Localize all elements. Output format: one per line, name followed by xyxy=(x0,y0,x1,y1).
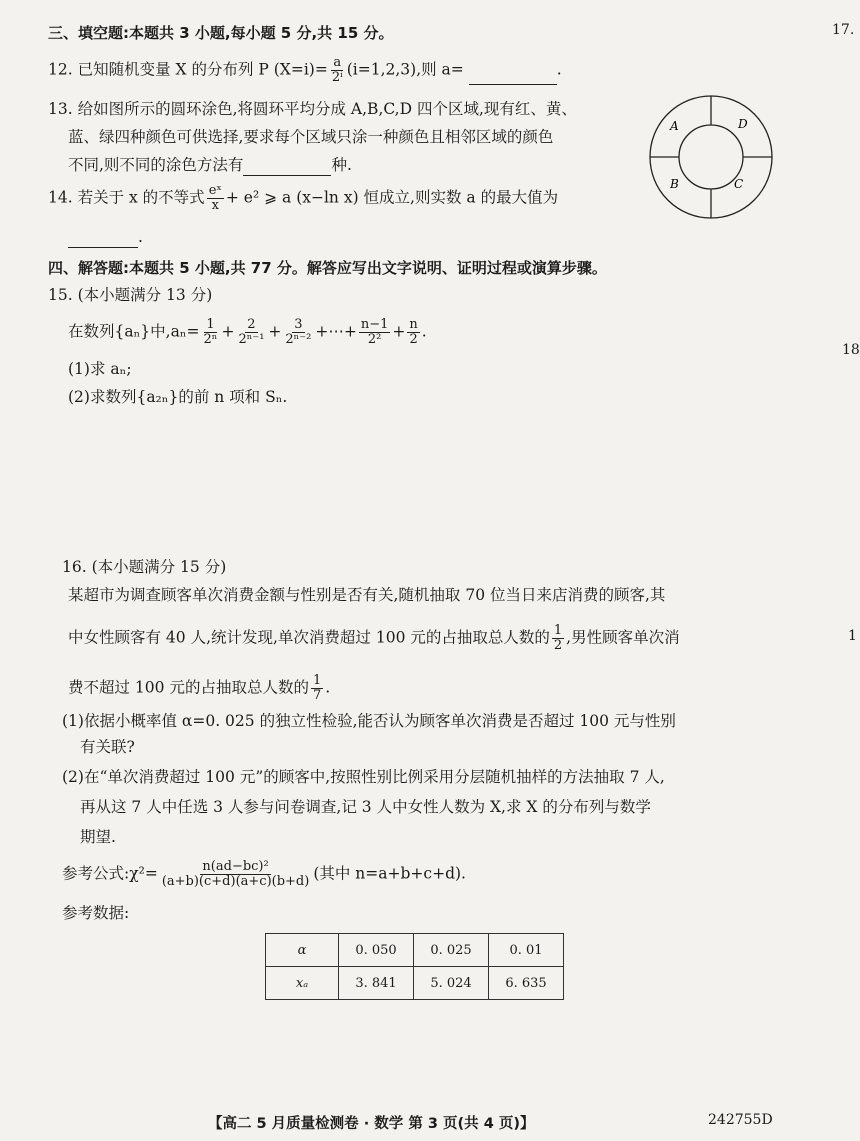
q16-ref-label: 参考数据: xyxy=(62,904,130,922)
q15-term-2 xyxy=(236,318,266,347)
q15-term-4 xyxy=(359,318,391,347)
q13-line3-end: 种. xyxy=(331,156,352,174)
q16-frac2-num: 1 xyxy=(312,673,322,688)
q12-fraction xyxy=(330,56,345,85)
q16-line3-text: 费不超过 100 元的占抽取总人数的 xyxy=(68,678,309,697)
q15-stem: 在数列{aₙ}中,aₙ= $\frac{1}{\text{2ⁿ}}$ + $\frac{2}{\text{2ⁿ⁻¹}}$ + $\frac{3}{\text{2ⁿ⁻²}}$ +⋯+ $\frac{n-1}{\text{2²}}$ + $\frac{n}{2}$ . xyxy=(68,317,427,347)
question-12 xyxy=(48,56,562,85)
q15-term-5-num: n xyxy=(409,317,418,332)
q14-after: + e² ⩾ a (x−ln x) 恒成立,则实数 a 的最大值为 xyxy=(225,188,559,207)
table-row xyxy=(266,934,564,967)
q15-term-1-num: 1 xyxy=(206,317,215,332)
q12-end: . xyxy=(556,60,562,79)
q16-formula xyxy=(62,860,466,889)
q16-frac1-den: 2 xyxy=(553,638,563,653)
q16-line3-end: . xyxy=(325,678,331,697)
q14-answer-line xyxy=(68,226,143,248)
q15-term-3-num: 3 xyxy=(294,317,303,332)
ring-diagram xyxy=(646,92,776,222)
table-cell: 0. 01 xyxy=(489,934,564,967)
q12-frac-den: 2ⁱ xyxy=(331,70,343,85)
section3-heading: 三、填空题:本题共 3 小题,每小题 5 分,共 15 分。 xyxy=(48,24,394,42)
q16-line2 xyxy=(68,624,680,653)
q16-part2-b: 再从这 7 人中任选 3 人参与问卷调查,记 3 人中女性人数为 X,求 X 的分布列与数学 xyxy=(80,798,651,816)
q16-part2-a: (2)在“单次消费超过 100 元”的顾客中,按照性别比例采用分层随机抽样的方法抽取 7 人, xyxy=(62,768,665,786)
side-number-18: 18 xyxy=(842,342,860,358)
table-cell: xₐ xyxy=(266,967,339,1000)
q14-frac-den: x xyxy=(211,198,219,213)
table-cell: 0. 050 xyxy=(339,934,414,967)
q16-fraction-half xyxy=(552,624,564,653)
table-cell: 0. 025 xyxy=(414,934,489,967)
q12-frac-num: a xyxy=(333,55,342,70)
table-cell: 3. 841 xyxy=(339,967,414,1000)
q16-title: 16. (本小题满分 15 分) xyxy=(62,558,227,576)
q15-term-2-den: 2ⁿ⁻¹ xyxy=(238,332,265,347)
q15-term-3 xyxy=(283,318,313,347)
q13-line3 xyxy=(68,154,352,176)
q16-formula-lead: 参考公式:χ²= xyxy=(62,864,158,883)
q16-formula-fraction xyxy=(160,860,312,889)
table-cell: 5. 024 xyxy=(414,967,489,1000)
q12-answer-blank[interactable] xyxy=(469,84,557,85)
ring-label-c: C xyxy=(734,177,744,191)
q12-formula-left: P (X=i)= xyxy=(258,60,328,79)
q12-after: (i=1,2,3),则 a= xyxy=(346,60,464,79)
q14-fraction xyxy=(207,184,224,213)
q13-line3-text: 不同,则不同的涂色方法有 xyxy=(68,156,244,174)
q16-part1-b: 有关联? xyxy=(80,738,135,756)
table-row xyxy=(266,967,564,1000)
q16-formula-num: n(ad−bc)² xyxy=(202,859,269,874)
q14-end: . xyxy=(138,228,143,246)
table-cell: 6. 635 xyxy=(489,967,564,1000)
q16-line1: 某超市为调查顾客单次消费金额与性别是否有关,随机抽取 70 位当日来店消费的顾客,其 xyxy=(68,586,666,604)
q12-lead: 12. 已知随机变量 X 的分布列 xyxy=(48,60,254,79)
q16-line2-end: ,男性顾客单次消 xyxy=(566,628,680,647)
table-cell: α xyxy=(266,934,339,967)
q15-term-3-den: 2ⁿ⁻² xyxy=(285,332,312,347)
q15-term-1 xyxy=(202,318,220,347)
q13-line2: 蓝、绿四种颜色可供选择,要求每个区域只涂一种颜色且相邻区域的颜色 xyxy=(68,128,554,146)
q16-fraction-seventh xyxy=(311,674,323,703)
q16-formula-tail: (其中 n=a+b+c+d). xyxy=(313,864,466,883)
q16-part2-c: 期望. xyxy=(80,828,116,846)
q14-frac-num: eˣ xyxy=(208,183,222,198)
ring-label-a: A xyxy=(670,119,679,133)
q16-part1-a: (1)依据小概率值 α=0. 025 的独立性检验,能否认为顾客单次消费是否超过 100 元与性别 xyxy=(62,712,676,730)
ring-label-d: D xyxy=(738,117,748,131)
q15-term-2-num: 2 xyxy=(247,317,256,332)
q16-frac2-den: 7 xyxy=(312,688,322,703)
reference-table xyxy=(265,933,564,1000)
section4-heading: 四、解答题:本题共 5 小题,共 77 分。解答应写出文字说明、证明过程或演算步骤。 xyxy=(48,259,607,277)
q16-line2-text: 中女性顾客有 40 人,统计发现,单次消费超过 100 元的占抽取总人数的 xyxy=(68,628,550,647)
q15-term-5-den: 2 xyxy=(409,332,418,347)
q15-term-1-den: 2ⁿ xyxy=(203,332,218,347)
question-14 xyxy=(48,184,558,213)
q15-stem-lead: 在数列{aₙ}中,aₙ= xyxy=(68,322,200,341)
q15-dots: +⋯+ xyxy=(315,322,357,341)
q16-formula-den: (a+b)(c+d)(a+c)(b+d) xyxy=(161,874,310,889)
ring-label-b: B xyxy=(670,177,679,191)
q16-frac1-num: 1 xyxy=(553,623,563,638)
q14-answer-blank[interactable] xyxy=(68,247,138,248)
q16-line3 xyxy=(68,674,330,703)
q13-answer-blank[interactable] xyxy=(243,175,331,176)
q15-term-4-den: 2² xyxy=(367,332,382,347)
q15-part1: (1)求 aₙ; xyxy=(68,360,132,378)
footer-code: 242755D xyxy=(708,1112,773,1128)
footer-title: 【高二 5 月质量检测卷 · 数学 第 3 页(共 4 页)】 xyxy=(208,1116,535,1132)
q15-part2: (2)求数列{a₂ₙ}的前 n 项和 Sₙ. xyxy=(68,388,288,406)
q15-term-4-num: n−1 xyxy=(360,317,389,332)
q13-line1: 13. 给如图所示的圆环涂色,将圆环平均分成 A,B,C,D 四个区域,现有红、黄、 xyxy=(48,100,577,118)
q15-title: 15. (本小题满分 13 分) xyxy=(48,286,213,304)
side-number-17: 17. xyxy=(832,22,855,38)
side-number-19: 1 xyxy=(848,628,857,644)
q14-lead: 14. 若关于 x 的不等式 xyxy=(48,188,205,207)
q15-term-5 xyxy=(407,318,419,347)
